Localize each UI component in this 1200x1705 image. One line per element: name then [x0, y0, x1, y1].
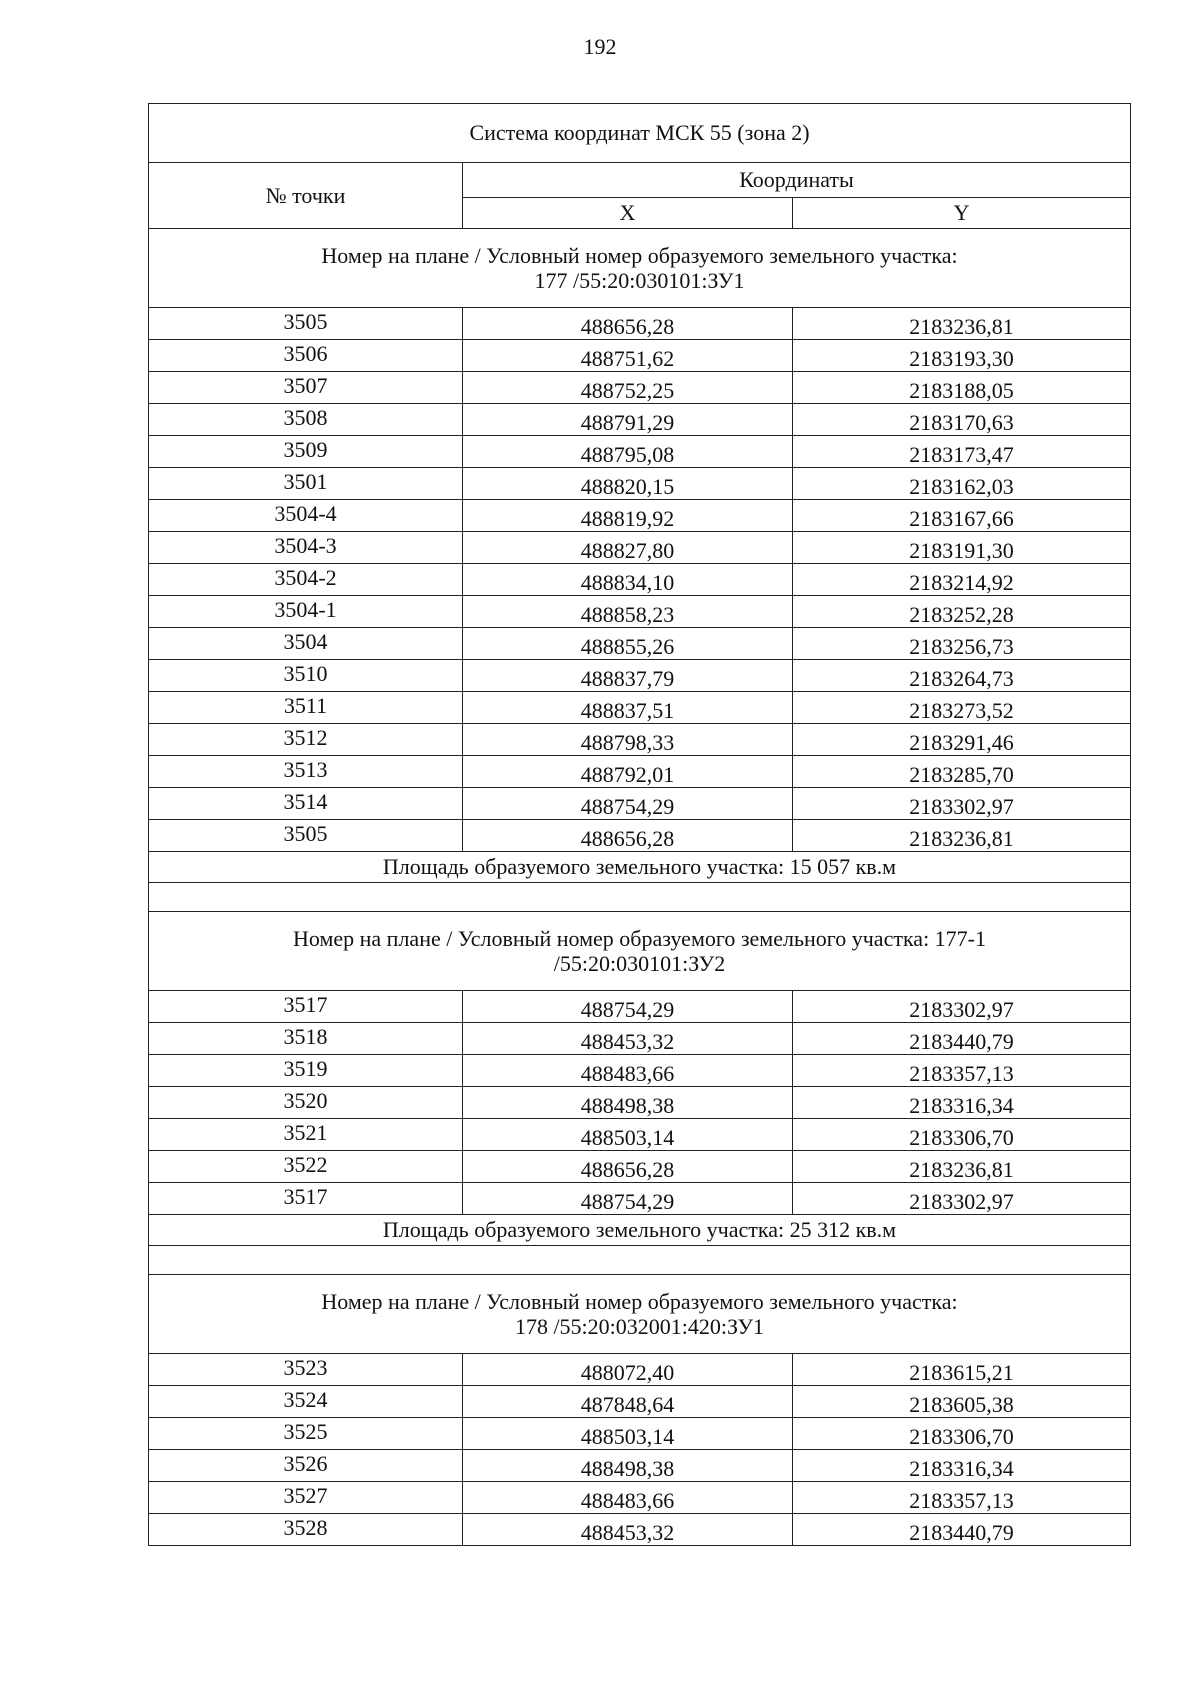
table-row — [149, 436, 1131, 468]
point-number-cell: 3504-3 — [149, 532, 463, 564]
system-header-row — [149, 104, 1131, 163]
table-row — [149, 1023, 1131, 1055]
y-coordinate-cell: 2183440,79 — [793, 1023, 1131, 1055]
point-number-cell: 3517 — [149, 991, 463, 1023]
y-coordinate-cell: 2183273,52 — [793, 692, 1131, 724]
point-number-cell: 3507 — [149, 372, 463, 404]
point-number-cell: 3519 — [149, 1055, 463, 1087]
table-row — [149, 1514, 1131, 1546]
point-number-cell: 3509 — [149, 436, 463, 468]
y-coordinate-cell: 2183214,92 — [793, 564, 1131, 596]
y-coordinate-cell: 2183167,66 — [793, 500, 1131, 532]
y-coordinate-cell: 2183236,81 — [793, 308, 1131, 340]
x-coordinate-cell: 488837,51 — [463, 692, 793, 724]
y-coordinate-cell: 2183357,13 — [793, 1055, 1131, 1087]
table-row — [149, 564, 1131, 596]
x-coordinate-cell: 488453,32 — [463, 1023, 793, 1055]
table-row — [149, 991, 1131, 1023]
table-row — [149, 1386, 1131, 1418]
x-coordinate-cell: 488483,66 — [463, 1482, 793, 1514]
x-coordinate-cell: 488072,40 — [463, 1354, 793, 1386]
point-number-cell: 3504-4 — [149, 500, 463, 532]
x-coordinate-cell: 488754,29 — [463, 788, 793, 820]
section-heading-row — [149, 1275, 1131, 1354]
table-row — [149, 340, 1131, 372]
point-number-cell: 3506 — [149, 340, 463, 372]
point-number-header: № точки — [149, 163, 463, 229]
x-coordinate-cell: 488656,28 — [463, 820, 793, 852]
column-header-row — [149, 163, 1131, 198]
x-coordinate-cell: 488798,33 — [463, 724, 793, 756]
x-coordinate-cell: 488498,38 — [463, 1087, 793, 1119]
y-coordinate-cell: 2183291,46 — [793, 724, 1131, 756]
y-coordinate-cell: 2183306,70 — [793, 1418, 1131, 1450]
point-number-cell: 3504 — [149, 628, 463, 660]
table-row — [149, 660, 1131, 692]
y-coordinate-cell: 2183252,28 — [793, 596, 1131, 628]
section-heading-row — [149, 912, 1131, 991]
point-number-cell: 3526 — [149, 1450, 463, 1482]
table-row — [149, 404, 1131, 436]
x-coordinate-cell: 488791,29 — [463, 404, 793, 436]
x-coordinate-cell: 488498,38 — [463, 1450, 793, 1482]
table-row — [149, 1450, 1131, 1482]
y-coordinate-cell: 2183302,97 — [793, 991, 1131, 1023]
point-number-cell: 3518 — [149, 1023, 463, 1055]
x-coordinate-cell: 488752,25 — [463, 372, 793, 404]
x-coordinate-cell: 488656,28 — [463, 308, 793, 340]
y-coordinate-cell: 2183316,34 — [793, 1087, 1131, 1119]
y-coordinate-cell: 2183173,47 — [793, 436, 1131, 468]
y-header: Y — [793, 198, 1131, 229]
x-coordinate-cell: 488453,32 — [463, 1514, 793, 1546]
table-row — [149, 692, 1131, 724]
blank-separator-row — [149, 883, 1131, 912]
point-number-cell: 3510 — [149, 660, 463, 692]
y-coordinate-cell: 2183357,13 — [793, 1482, 1131, 1514]
table-row — [149, 1183, 1131, 1215]
y-coordinate-cell: 2183170,63 — [793, 404, 1131, 436]
point-number-cell: 3511 — [149, 692, 463, 724]
point-number-cell: 3505 — [149, 820, 463, 852]
y-coordinate-cell: 2183440,79 — [793, 1514, 1131, 1546]
table-row — [149, 724, 1131, 756]
table-row — [149, 820, 1131, 852]
point-number-cell: 3521 — [149, 1119, 463, 1151]
point-number-cell: 3528 — [149, 1514, 463, 1546]
section-parcel-number: /55:20:030101:ЗУ2 — [553, 951, 726, 976]
table-row — [149, 756, 1131, 788]
y-coordinate-cell: 2183285,70 — [793, 756, 1131, 788]
x-coordinate-cell: 488751,62 — [463, 340, 793, 372]
y-coordinate-cell: 2183256,73 — [793, 628, 1131, 660]
section-heading-row — [149, 229, 1131, 308]
point-number-cell: 3514 — [149, 788, 463, 820]
table-row — [149, 596, 1131, 628]
section-title: Номер на плане / Условный номер образуемого земельного участка: 177-1 — [292, 925, 987, 951]
x-coordinate-cell: 488837,79 — [463, 660, 793, 692]
point-number-cell: 3522 — [149, 1151, 463, 1183]
y-coordinate-cell: 2183236,81 — [793, 820, 1131, 852]
point-number-cell: 3527 — [149, 1482, 463, 1514]
parcel-area: Площадь образуемого земельного участка: 15 057 кв.м — [149, 852, 1131, 883]
parcel-area: Площадь образуемого земельного участка: 25 312 кв.м — [149, 1215, 1131, 1246]
y-coordinate-cell: 2183306,70 — [793, 1119, 1131, 1151]
y-coordinate-cell: 2183316,34 — [793, 1450, 1131, 1482]
point-number-cell: 3523 — [149, 1354, 463, 1386]
table-row — [149, 500, 1131, 532]
table-row — [149, 1055, 1131, 1087]
table-row — [149, 372, 1131, 404]
x-coordinate-cell: 488503,14 — [463, 1418, 793, 1450]
section-heading — [149, 912, 1131, 991]
section-heading — [149, 229, 1131, 308]
table-row — [149, 308, 1131, 340]
point-number-cell: 3504-1 — [149, 596, 463, 628]
coordinate-system-title: Система координат МСК 55 (зона 2) — [149, 104, 1131, 163]
table-row — [149, 788, 1131, 820]
y-coordinate-cell: 2183302,97 — [793, 788, 1131, 820]
point-number-cell: 3512 — [149, 724, 463, 756]
table-row — [149, 1119, 1131, 1151]
y-coordinate-cell: 2183188,05 — [793, 372, 1131, 404]
x-coordinate-cell: 488754,29 — [463, 991, 793, 1023]
point-number-cell: 3513 — [149, 756, 463, 788]
x-coordinate-cell: 488483,66 — [463, 1055, 793, 1087]
blank-cell — [149, 1246, 1131, 1275]
x-header: X — [463, 198, 793, 229]
point-number-cell: 3501 — [149, 468, 463, 500]
table-row — [149, 1482, 1131, 1514]
y-coordinate-cell: 2183162,03 — [793, 468, 1131, 500]
section-title: Номер на плане / Условный номер образуемого земельного участка: — [321, 242, 958, 268]
y-coordinate-cell: 2183191,30 — [793, 532, 1131, 564]
table-row — [149, 1418, 1131, 1450]
point-number-cell: 3520 — [149, 1087, 463, 1119]
blank-separator-row — [149, 1246, 1131, 1275]
point-number-cell: 3524 — [149, 1386, 463, 1418]
x-coordinate-cell: 488834,10 — [463, 564, 793, 596]
coordinates-table — [148, 103, 1131, 1546]
x-coordinate-cell: 488827,80 — [463, 532, 793, 564]
point-number-cell: 3508 — [149, 404, 463, 436]
point-number-cell: 3505 — [149, 308, 463, 340]
point-number-cell: 3517 — [149, 1183, 463, 1215]
table-row — [149, 1151, 1131, 1183]
x-coordinate-cell: 487848,64 — [463, 1386, 793, 1418]
section-parcel-number: 178 /55:20:032001:420:ЗУ1 — [514, 1314, 765, 1339]
y-coordinate-cell: 2183302,97 — [793, 1183, 1131, 1215]
y-coordinate-cell: 2183605,38 — [793, 1386, 1131, 1418]
section-parcel-number: 177 /55:20:030101:ЗУ1 — [534, 268, 745, 293]
table-row — [149, 1087, 1131, 1119]
area-row — [149, 1215, 1131, 1246]
y-coordinate-cell: 2183193,30 — [793, 340, 1131, 372]
point-number-cell: 3504-2 — [149, 564, 463, 596]
y-coordinate-cell: 2183236,81 — [793, 1151, 1131, 1183]
table-row — [149, 468, 1131, 500]
section-heading — [149, 1275, 1131, 1354]
page-number: 192 — [583, 34, 617, 59]
table-row — [149, 628, 1131, 660]
table-row — [149, 1354, 1131, 1386]
point-number-cell: 3525 — [149, 1418, 463, 1450]
area-row — [149, 852, 1131, 883]
coordinates-header: Координаты — [463, 163, 1131, 198]
x-coordinate-cell: 488792,01 — [463, 756, 793, 788]
x-coordinate-cell: 488819,92 — [463, 500, 793, 532]
y-coordinate-cell: 2183264,73 — [793, 660, 1131, 692]
blank-cell — [149, 883, 1131, 912]
x-coordinate-cell: 488754,29 — [463, 1183, 793, 1215]
section-title: Номер на плане / Условный номер образуемого земельного участка: — [321, 1288, 958, 1314]
x-coordinate-cell: 488858,23 — [463, 596, 793, 628]
x-coordinate-cell: 488795,08 — [463, 436, 793, 468]
x-coordinate-cell: 488820,15 — [463, 468, 793, 500]
x-coordinate-cell: 488656,28 — [463, 1151, 793, 1183]
table-row — [149, 532, 1131, 564]
x-coordinate-cell: 488503,14 — [463, 1119, 793, 1151]
y-coordinate-cell: 2183615,21 — [793, 1354, 1131, 1386]
x-coordinate-cell: 488855,26 — [463, 628, 793, 660]
coordinates-table-body — [149, 104, 1131, 1546]
